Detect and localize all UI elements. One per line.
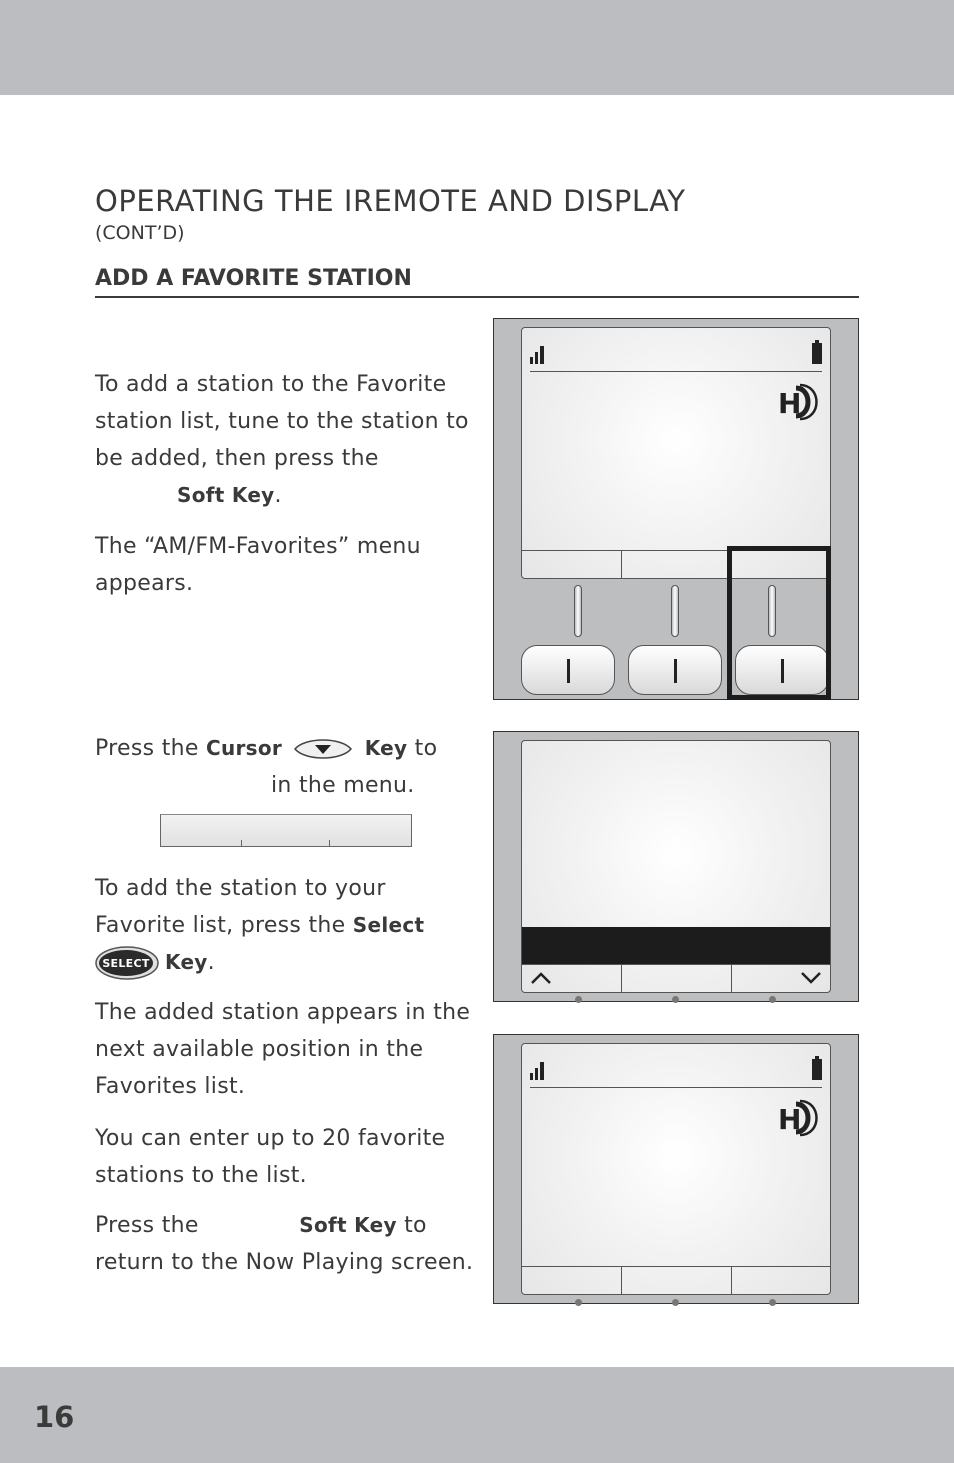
display-illustration-1 [493, 318, 859, 700]
step-7-text: Press the Soft Key to return to the Now Playing screen. [95, 1213, 474, 1275]
page-number: 16 [34, 1400, 75, 1434]
key-indicator-dot [672, 996, 679, 1003]
hd-radio-logo [778, 382, 822, 422]
menu-bar-sample [160, 814, 412, 847]
footer-band [0, 1367, 954, 1463]
section-rule [95, 296, 859, 298]
soft-key-stem-middle [671, 585, 679, 637]
status-divider [530, 1087, 822, 1088]
battery-icon [812, 1056, 822, 1080]
chevron-down-icon [800, 971, 822, 985]
select-key-icon [95, 946, 159, 980]
section-heading: ADD A FAVORITE STATION [95, 266, 412, 291]
step-2-text: The “AM/FM-Favorites” menu appears. [95, 534, 421, 596]
display-illustration-3 [493, 1034, 859, 1304]
step-1-text: To add a station to the Favorite station list, tune to the station to be added, then press the Soft Key. [95, 372, 469, 508]
header-band [0, 0, 954, 95]
display-illustration-2 [493, 731, 859, 1002]
svg-text:H: H [778, 387, 802, 420]
signal-bars-icon [530, 1060, 548, 1080]
step-3-text: Press the Cursor Key to in the menu. [95, 736, 438, 798]
key-indicator-dot [769, 996, 776, 1003]
page-title: OPERATING THE IREMOTE AND DISPLAY [95, 184, 686, 218]
step-4-text: To add the station to your Favorite list, press the Select SELECT Key. [95, 870, 475, 981]
battery-icon [812, 340, 822, 364]
lcd-screen-1 [521, 327, 831, 579]
status-divider [530, 371, 822, 372]
lcd-screen-2 [521, 740, 831, 993]
selected-menu-row [522, 927, 830, 964]
soft-key-stem-left [574, 585, 582, 637]
menu-soft-key-bar [522, 964, 830, 992]
key-indicator-dot [672, 1299, 679, 1306]
soft-key-middle[interactable] [628, 645, 722, 695]
soft-key-bar [522, 1266, 830, 1294]
step-5-text: The added station appears in the next available position in the Favorites list. [95, 1000, 471, 1099]
soft-key-left[interactable] [521, 645, 615, 695]
chevron-up-icon [530, 971, 552, 985]
step-6-text: You can enter up to 20 favorite stations to the list. [95, 1126, 446, 1188]
key-indicator-dot [575, 1299, 582, 1306]
signal-bars-icon [530, 344, 548, 364]
lcd-screen-3 [521, 1043, 831, 1295]
cursor-down-key-icon [293, 736, 353, 762]
soft-key-label: Soft Key [177, 483, 275, 507]
svg-text:H: H [778, 1103, 802, 1136]
key-indicator-dot [769, 1299, 776, 1306]
highlight-box [727, 546, 831, 700]
page-subtitle: (CONT’D) [95, 222, 185, 244]
hd-radio-logo [778, 1098, 822, 1138]
svg-text:SELECT: SELECT [102, 957, 150, 970]
key-indicator-dot [575, 996, 582, 1003]
